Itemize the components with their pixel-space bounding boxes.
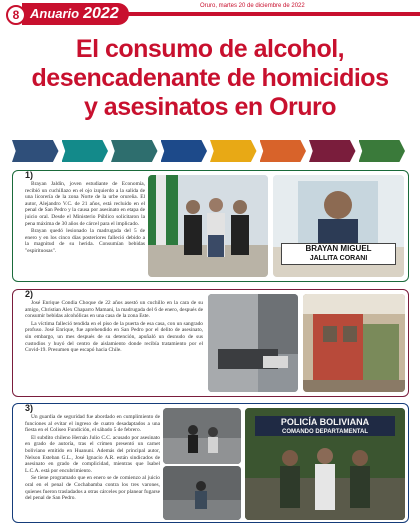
story-1-photo-arrest xyxy=(148,175,268,277)
chevron-8 xyxy=(359,140,406,162)
victim-name-banner xyxy=(281,243,396,265)
section-year: 2022 xyxy=(83,5,119,22)
dateline: Oruro, martes 20 de diciembre de 2022 xyxy=(200,3,305,9)
story-2 xyxy=(12,289,409,397)
chevron-3 xyxy=(111,140,158,162)
headline xyxy=(0,35,420,122)
arrest-photo-image xyxy=(148,175,268,277)
story-3-photo-cctv-1 xyxy=(163,408,241,464)
story-2-number: 2) xyxy=(25,289,34,299)
police-banner-line-2: COMANDO DEPARTAMENTAL xyxy=(282,429,368,435)
story-2-photo-scene xyxy=(208,294,298,392)
section-tag xyxy=(22,3,129,25)
scene-photo-image xyxy=(208,294,298,392)
headline-line-1: El consumo de alcohol, xyxy=(75,35,345,63)
story-3-photo-police xyxy=(245,408,405,520)
story-3-number: 3) xyxy=(25,403,34,413)
cctv-photo-1-image xyxy=(163,408,241,464)
story-2-photo-building xyxy=(303,294,405,392)
story-1-paragraph: Brayan Jaldín, joven estudiante de Economía, recibió un cuchillazo en el ojo izquierdo a la salida de una licorería de la zona Norte de la urbe orureña. El autor, Alejandro V.C. de 21 años, está recluido en el penal de San Pedro y la causa por asesinato en etapa de juicio oral. Desde el Ministerio Público solicitaron la pena máxima de 30 años de cárcel para el implicado. xyxy=(25,181,145,227)
headline-line-2: desencadenante de homicidios xyxy=(31,64,389,92)
section-label: Anuario xyxy=(30,6,80,21)
story-2-paragraph: La víctima falleció tendida en el piso de la puerta de esa casa, con un sangrado profuso. José Enrique, fue aprehendido en San Pedro por el delito de asesinato, sin embargo, un mes después de su detención, apuñaló un desnudo de sus custodios y huyó del centro de aislamiento donde recibía tratamiento por el Covid-19. Presumen que escapó hacia Chile. xyxy=(25,320,203,354)
story-1-photo-victim xyxy=(273,175,404,277)
police-banner xyxy=(255,416,395,436)
police-banner-line-1: POLICÍA BOLIVIANA xyxy=(280,417,370,427)
victim-name-line-1: BRAYAN MIGUEL xyxy=(305,244,372,253)
story-2-text xyxy=(25,300,203,394)
cctv-photo-2-image xyxy=(163,466,241,520)
chevron-7 xyxy=(309,140,356,162)
chevron-2 xyxy=(62,140,109,162)
story-1-text xyxy=(25,181,145,277)
story-3-photo-cctv-2 xyxy=(163,466,241,520)
building-photo-image xyxy=(303,294,405,392)
victim-name-line-2: JALLITA CORANI xyxy=(309,255,368,262)
story-1-number: 1) xyxy=(25,170,34,180)
story-3-paragraph: Un guardia de seguridad fue abordado en cumplimiento de funciones al evitar el ingreso de cuatro desadaptados a una fiesta en el Coliseo Fundición, el sábado 5 de febrero. xyxy=(25,414,160,434)
chevron-5 xyxy=(210,140,257,162)
story-1 xyxy=(12,170,409,282)
story-3-paragraph: El subdito chileno Hernán Julio C.C. acusado por asesinato en grado de autoría, tras el crimen presentó un carnet boliviano emitido en Huanuni. Además del principal autor, Nelson Esteban G.L., José Ignacio A.R. están sindicados de asesinato en grado de complicidad, mientras que Isabel L.C.A. está por encubrimiento. xyxy=(25,434,160,474)
chevron-strip xyxy=(12,140,408,162)
headline-line-3: y asesinatos en Oruro xyxy=(83,93,337,121)
chevron-1 xyxy=(12,140,59,162)
page-header xyxy=(0,0,420,30)
story-3-text xyxy=(25,414,160,520)
story-1-paragraph: Brayan quedó lesionado la madrugada del 5 de enero y en los cinco días posteriores falleció debido a la magnitud de su herida. Consumían bebidas "espirituosas". xyxy=(25,228,145,254)
chevron-4 xyxy=(161,140,208,162)
story-2-paragraph: José Enrique Condia Choque de 22 años asestó un cuchillo en la cara de su amigo, Christian Alex Chaparro Mamani, la madrugada del 6 de enero, después de consumir bebidas alcohólicas en una casa de la zona Este. xyxy=(25,300,203,320)
page-number: 8 xyxy=(6,5,26,25)
story-3 xyxy=(12,403,409,523)
story-3-paragraph: Se tiene programado que en enero se de comienzo al juicio oral en el penal de Cochabamba contra los tres varones, quienes fueron trasladados a otras cárceles por planear fugarse del penal de San Pedro. xyxy=(25,475,160,502)
chevron-6 xyxy=(260,140,307,162)
